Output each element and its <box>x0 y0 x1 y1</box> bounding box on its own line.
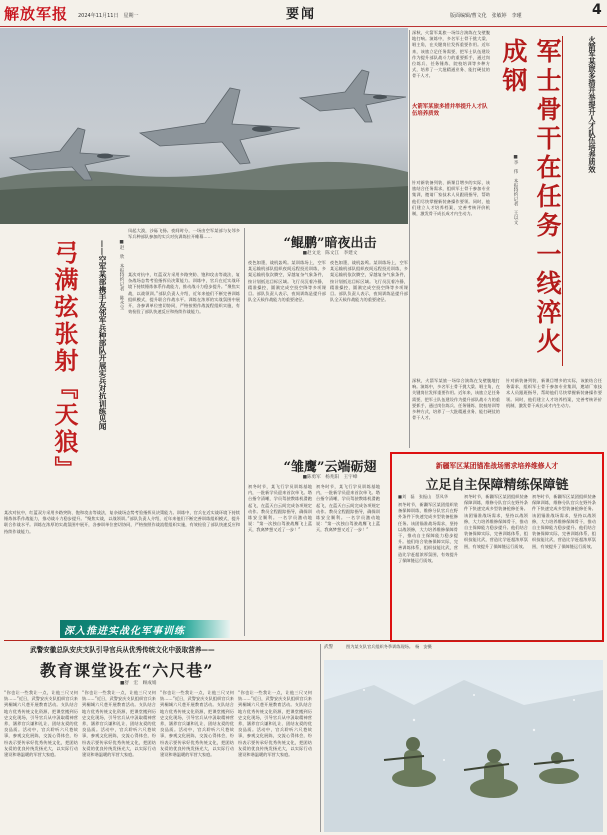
article-text: 某次对抗中，红蓝双方采用多路突防、饱和攻击等战法，复杂战场态势考验指挥员决策能力。训练中，官兵在近实战环境下持续锤炼体系作战能力，推动战斗力稳步提升。“聚焦实战，以战领训。”部队负责人介绍，近年来他们不断完善训练组织模式，提升联合作战水平。训练在浓厚的实战氛围中展开，各参训单位密切协同，严格按照作战流程组织实施，有效检验了部队快速反应和持续作战能力。 <box>4 510 240 534</box>
article-text: 初冬时节，新疆军区某团组织装备保障训练，维修分队官兵在野外条件下快速完成多型装备抢修任务。该团锚准战场需求，坚持以战领修，大力培养维修保障骨干，推动自主保障能力稳步提升。他们结合装备保障实际，完善训练体系，组织技能比武，营造比学赶超浓厚氛围，有效提升了保障链运行质效。 <box>398 502 458 563</box>
masthead <box>0 0 607 27</box>
article-byline: ■李 伟 本报特约记者 王以文 <box>513 155 518 225</box>
page-number: 4 <box>592 2 602 18</box>
newspaper-logo: 解放军报 <box>4 5 69 23</box>
article-byline: ■赵文龙 陈文江 李建文 <box>302 251 358 256</box>
article-headline: 立足自主保障精练保障链 <box>425 478 569 493</box>
article-headline: 弓满弦张射『天狼』 <box>50 240 79 483</box>
column-divider <box>244 228 245 636</box>
article-byline: ■舒 宏 顾成娟 <box>120 681 157 686</box>
article-text: 初冬时节，某飞行学员训练基地内，一批新学员迎来首次单飞。塔台指令清晰，学员驾驶教练机滑跑起飞，在蓝天白云间完成各项规定动作。教员全程跟踪指导，确保训练安全顺利。一名学员激动地说：“第一次独自驾驶战鹰飞上蓝天，我离梦想又近了一步！” <box>248 484 312 533</box>
article-text: “你也让一些我让一点，让他三尺又何妨……”近日，武警安庆支队组织官兵来到桐城六尺巷开展教育活动。支队结合地方优秀传统文化资源，把课堂搬到历史文化现场，引导官兵从中汲取精神营养，涵养官兵谦和礼让、团结友爱的优良品质。活动中，官兵聆听六尺巷故事，参观文化展陈，交流心得体会，纷纷表示要传承好优秀传统文化，把团结友爱的优良传统发扬光大，以实际行动建设和谐温暖的军营大家庭。 <box>82 690 156 758</box>
article-headline: 教育课堂设在“六尺巷” <box>40 661 214 680</box>
article-text: 初冬时节，新疆军区某团组织装备保障训练，维修分队官兵在野外条件下快速完成多型装备抢修任务。该团锚准战场需求，坚持以战领修，大力培养维修保障骨干，推动自主保障能力稳步提升。他们结合装备保障实际，完善训练体系，组织技能比武，营造比学赶超浓厚氛围，有效提升了保障链运行质效。 <box>464 494 528 549</box>
article-text: 夜色如墨，战机轰鸣。某训练场上，空军某运输机部队组织夜间远程投送训练，多架运输机依次腾空，穿越复杂气象条件，按计划抵达目标区域。飞行员沉着冷静，精准操控，圆满完成空投空降等多项课目。部队负责人表示，夜间训练是提升部队全天候作战能力的重要途径。 <box>330 260 408 303</box>
section-title: 要闻 <box>286 7 317 22</box>
article-text: 深秋，火箭军某旅一场综合演练在戈壁腹地打响。演练中，多名军士骨干挑大梁、唱主角，在关键岗位发挥重要作用。近年来，该旅立足任务需要，把军士队伍建设作为提升部队战斗力的重要抓手，通过岗位练兵、任务锤炼、院校培训等多种方式，培养了一大批精通业务、能打硬仗的骨干人才。 <box>412 30 490 79</box>
headline-rule <box>562 36 563 366</box>
article-text: 夜色如墨，战机轰鸣。某训练场上，空军某运输机部队组织夜间远程投送训练，多架运输机依次腾空，穿越复杂气象条件，按计划抵达目标区域。飞行员沉着冷静，精准操控，圆满完成空投空降等多项课目。部队负责人表示，夜间训练是提升部队全天候作战能力的重要途径。 <box>248 260 326 303</box>
column-divider <box>320 644 321 832</box>
issue-date: 2024年11月11日 星期一 <box>78 13 139 19</box>
article-text: 针对新装备列装、新课目增多的实际，该旅结合任务需求，组织军士骨干参加专业集训，邀请厂家技术人员跟班指导，帮助他们尽快掌握新装备操作要领。同时，他们建立人才培养档案，完善考核评价机制，激发骨干成长成才内生动力。 <box>506 378 602 408</box>
section-rule <box>4 640 604 641</box>
fighter-jets-photo <box>0 28 408 224</box>
article-text: “你也让一些我让一点，让他三尺又何妨……”近日，武警安庆支队组织官兵来到桐城六尺巷开展教育活动。支队结合地方优秀传统文化资源，把课堂搬到历史文化现场，引导官兵从中汲取精神营养，涵养官兵谦和礼让、团结友爱的优良品质。活动中，官兵聆听六尺巷故事，参观文化展陈，交流心得体会，纷纷表示要传承好优秀传统文化，把团结友爱的优良传统发扬光大，以实际行动建设和谐温暖的军营大家庭。 <box>160 690 234 758</box>
article-lead: 凤起大漠，沙砾飞扬。夜间时分，一场由空军某部与友邻多军兵种部队参加的实兵对抗训练拉开帷幕…… <box>128 228 240 240</box>
photo-caption-label: 武警 <box>324 645 334 650</box>
article-kicker: 火箭军某旅多措并举提升人才队伍培养质效 <box>412 104 488 117</box>
article-text: 针对新装备列装、新课目增多的实际，该旅结合任务需求，组织军士骨干参加专业集训，邀请厂家技术人员跟班指导，帮助他们尽快掌握新装备操作要领。同时，他们建立人才培养档案，完善考核评价机制，激发骨干成长成才内生动力。 <box>412 180 490 217</box>
photo-caption: 图为某支队官兵组织冬季训练现场。 杨 安摄 <box>346 644 432 649</box>
article-headline: “鲲鹏”暗夜出击 <box>283 236 377 251</box>
article-byline: ■赵 欣 本报特约记者 陈永宝 <box>119 240 124 310</box>
article-headline: “雏鹰”云端砺翅 <box>283 460 377 475</box>
section-banner <box>60 620 230 638</box>
article-subtitle: ——空军某部携手友邻军兵种部队开展实兵对抗训练见闻 <box>98 240 107 430</box>
article-byline: ■陈勇军 杨兆阳 王宇峰 <box>302 475 358 480</box>
article-byline: ■刘 磊 张振山 蔡凤华 <box>398 494 449 499</box>
banner-label: 深入推进实战化军事训练 <box>64 626 185 637</box>
article-text: “你也让一些我让一点，让他三尺又何妨……”近日，武警安庆支队组织官兵来到桐城六尺巷开展教育活动。支队结合地方优秀传统文化资源，把课堂搬到历史文化现场，引导官兵从中汲取精神营养，涵养官兵谦和礼让、团结友爱的优良品质。活动中，官兵聆听六尺巷故事，参观文化展陈，交流心得体会，纷纷表示要传承好优秀传统文化，把团结友爱的优良传统发扬光大，以实际行动建设和谐温暖的军营大家庭。 <box>238 690 312 758</box>
column-divider <box>409 30 410 448</box>
page-editors: 版面编辑/曹文化 张敏婷 李瑾 <box>450 13 522 19</box>
article-kicker: 武警安徽总队安庆支队引导官兵从优秀传统文化中汲取营养—— <box>30 646 215 654</box>
article-kicker-vertical: 火箭军某旅多措并举提升人才队伍培养质效 <box>588 36 597 173</box>
article-text: 初冬时节，某飞行学员训练基地内，一批新学员迎来首次单飞。塔台指令清晰，学员驾驶教练机滑跑起飞，在蓝天白云间完成各项规定动作。教员全程跟踪指导，确保训练安全顺利。一名学员激动地说：“第一次独自驾驶战鹰飞上蓝天，我离梦想又近了一步！” <box>316 484 380 533</box>
article-headline: 军士骨干在任务一线淬火成钢 <box>499 38 562 357</box>
article-kicker: 新疆军区某团锚准战场需求培养维修人才 <box>435 462 559 470</box>
winter-training-photo <box>324 660 603 832</box>
article-text: 初冬时节，新疆军区某团组织装备保障训练，维修分队官兵在野外条件下快速完成多型装备抢修任务。该团锚准战场需求，坚持以战领修，大力培养维修保障骨干，推动自主保障能力稳步提升。他们结合装备保障实际，完善训练体系，组织技能比武，营造比学赶超浓厚氛围，有效提升了保障链运行质效。 <box>532 494 596 549</box>
article-text: 某次对抗中，红蓝双方采用多路突防、饱和攻击等战法，复杂战场态势考验指挥员决策能力。训练中，官兵在近实战环境下持续锤炼体系作战能力，推动战斗力稳步提升。“聚焦实战，以战领训。”部队负责人介绍，近年来他们不断完善训练组织模式，提升联合作战水平。训练在浓厚的实战氛围中展开，各参训单位密切协同，严格按照作战流程组织实施，有效检验了部队快速反应和持续作战能力。 <box>128 272 240 315</box>
article-text: “你也让一些我让一点，让他三尺又何妨……”近日，武警安庆支队组织官兵来到桐城六尺巷开展教育活动。支队结合地方优秀传统文化资源，把课堂搬到历史文化现场，引导官兵从中汲取精神营养，涵养官兵谦和礼让、团结友爱的优良品质。活动中，官兵聆听六尺巷故事，参观文化展陈，交流心得体会，纷纷表示要传承好优秀传统文化，把团结友爱的优良传统发扬光大，以实际行动建设和谐温暖的军营大家庭。 <box>4 690 78 758</box>
highlighted-article <box>390 452 604 642</box>
article-text: 深秋，火箭军某旅一场综合演练在戈壁腹地打响。演练中，多名军士骨干挑大梁、唱主角，在关键岗位发挥重要作用。近年来，该旅立足任务需要，把军士队伍建设作为提升部队战斗力的重要抓手，通过岗位练兵、任务锤炼、院校培训等多种方式，培养了一大批精通业务、能打硬仗的骨干人才。 <box>412 378 500 421</box>
